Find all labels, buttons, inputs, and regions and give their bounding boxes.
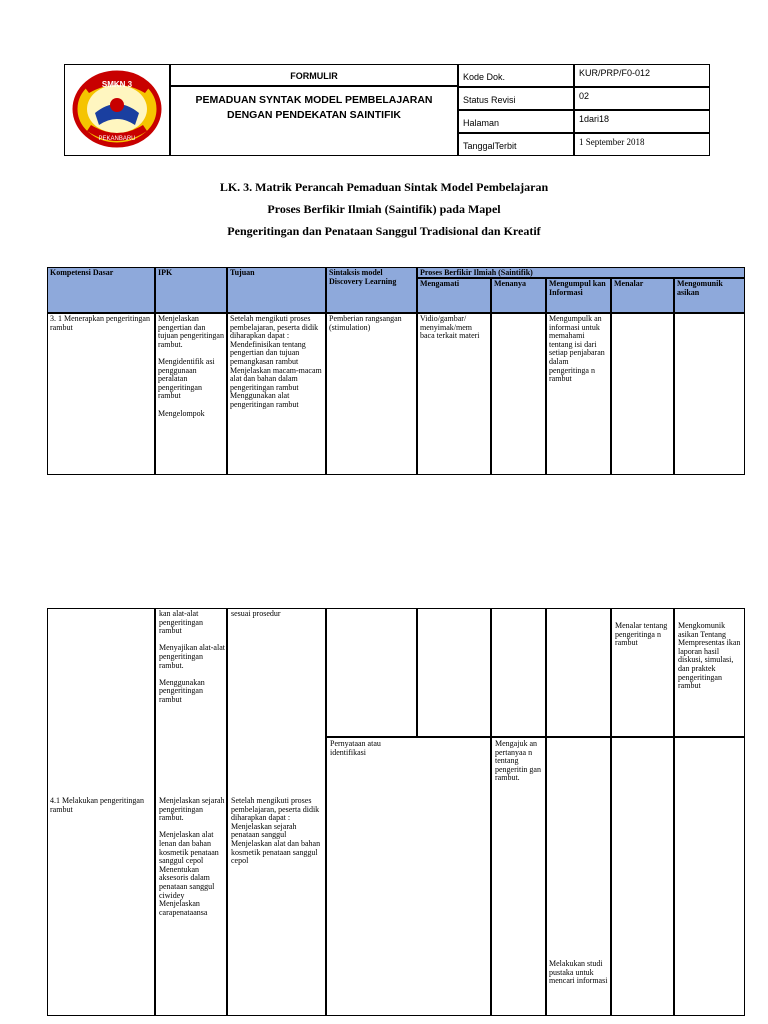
cell-mengumpulkan-top — [546, 608, 611, 737]
document-header — [64, 64, 710, 156]
field-value: 02 — [579, 91, 590, 101]
doc-title-cell — [170, 86, 458, 156]
field-label-cell — [458, 133, 574, 156]
header-kd: Kompetensi Dasar — [47, 267, 155, 313]
header-menanya: Menanya — [491, 278, 546, 313]
ipk-continued: kan alat-alat pengeritingan rambut Menyajikan alat-alat pengeritingan rambut. Menggunakan pengeritingan rambut — [159, 609, 225, 704]
mengumpulkan-2-text: Melakukan studi pustaka untuk mencari informasi — [549, 959, 608, 986]
field-label: Status Revisi — [463, 95, 516, 105]
logo-bottom-text: PEKANBARU — [98, 136, 136, 142]
header-menalar: Menalar — [611, 278, 674, 313]
title-line-1: LK. 3. Matrik Perancah Pemaduan Sintak Model Pembelajaran — [219, 180, 549, 194]
menanya-2-text: Mengajuk an pertanyaa n tentang pengeritin gan rambut. — [495, 739, 541, 783]
cell-kd: 3. 1 Menerapkan pengeritingan rambut — [47, 313, 155, 475]
kd-2-text: 4.1 Melakukan pengeritingan rambut — [50, 796, 144, 814]
cell-mengamati: Vidio/gambar/ menyimak/mem baca terkait materi — [417, 313, 491, 475]
header-sintaksis: Sintaksis model Discovery Learning — [326, 267, 417, 313]
menalar-text: Menalar tentang pengeritinga n rambut — [615, 621, 668, 648]
school-logo — [65, 65, 169, 155]
header-mengamati: Mengamati — [417, 278, 491, 313]
field-value-cell — [574, 133, 710, 156]
header-tujuan: Tujuan — [227, 267, 326, 313]
cell-menanya — [491, 313, 546, 475]
title-line-2: Proses Berfikir Ilmiah (Saintifik) pada Mapel — [267, 202, 501, 216]
cell-sintaksis-top — [326, 608, 417, 737]
cell-menalar-bottom — [611, 737, 674, 1016]
header-mengomunikasikan: Mengomunik asikan — [674, 278, 745, 313]
field-value-cell — [574, 64, 710, 87]
logo-top-text: SMKN 3 — [101, 80, 133, 89]
cell-sintaksis-bottom — [326, 737, 491, 1016]
header-proses: Proses Berfikir Ilmiah (Saintifik) — [417, 267, 745, 278]
formulir-label: FORMULIR — [290, 71, 338, 81]
field-label: TanggalTerbit — [463, 141, 517, 151]
header-mengumpulkan: Mengumpul kan Informasi — [546, 278, 611, 313]
field-value: 1 September 2018 — [579, 137, 645, 147]
cell-menalar — [611, 313, 674, 475]
cell-mengumpulkan: Mengumpulk an informasi untuk memahami tentang isi dari setiap penjabaran dalam pengeritinga n rambut — [546, 313, 611, 475]
field-label-cell — [458, 64, 574, 87]
formulir-cell — [170, 64, 458, 86]
cell-tujuan: Setelah mengikuti proses pembelajaran, peserta didik diharapkan dapat : Mendefinisikan tentang pengertian dan tujuan pemangkasan rambut Menjelaskan macam-macam alat dan bahan dalam pengeritingan rambut Menggunakan alat pengeritingan rambut — [227, 313, 326, 475]
field-label-cell — [458, 110, 574, 133]
logo-cell — [64, 64, 170, 156]
field-value-cell — [574, 87, 710, 110]
field-value-cell — [574, 110, 710, 133]
cell-ipk: Menjelaskan pengertian dan tujuan pengeritingan rambut. Mengidentifik asi penggunaan peralatan pengeritingan rambut Mengelompok — [155, 313, 227, 475]
doc-title: PEMADUAN SYNTAK MODEL PEMBELAJARAN DENGAN PENDEKATAN SAINTIFIK — [195, 94, 433, 121]
field-value: KUR/PRP/F0-012 — [579, 68, 651, 78]
field-value: 1dari18 — [579, 114, 610, 124]
ipk-2-text: Menjelaskan sejarah pengeritingan rambut. Menjelaskan alat lenan dan bahan kosmetik penataan sanggul cepol Menentukan aksesoris dalam penataan sanggul ciwidey Menjelaskan carapenataansa — [159, 796, 225, 917]
cell-menanya-top — [491, 608, 546, 737]
field-label: Halaman — [463, 118, 500, 128]
title-line-3: Pengeritingan dan Penataan Sanggul Tradisional dan Kreatif — [227, 224, 541, 238]
tujuan-2-text: Setelah mengikuti proses pembelajaran, peserta didik diharapkan dapat : Menjelaskan sejarah penataan sanggul Menjelaskan alat dan bahan kosmetik penataan sanggul cepol — [231, 796, 321, 866]
mengomunikasikan-text: Mengkomunik asikan Tentang Mempresentas ikan laporan hasil diskusi, simulasi, dan praktek pengeritingan rambut — [678, 621, 741, 691]
cell-mengomunikasikan — [674, 313, 745, 475]
field-label: Kode Dok. — [463, 72, 506, 82]
header-ipk: IPK — [155, 267, 227, 313]
tujuan-continued: sesuai prosedur — [231, 609, 281, 618]
field-label-cell — [458, 87, 574, 110]
cell-sintaksis: Pemberian rangsangan (stimulation) — [326, 313, 417, 475]
sintaksis-2-text: Pernyataan atau identifikasi — [330, 739, 381, 757]
cell-mengamati-top — [417, 608, 491, 737]
cell-mengomunikasikan-bottom — [674, 737, 745, 1016]
